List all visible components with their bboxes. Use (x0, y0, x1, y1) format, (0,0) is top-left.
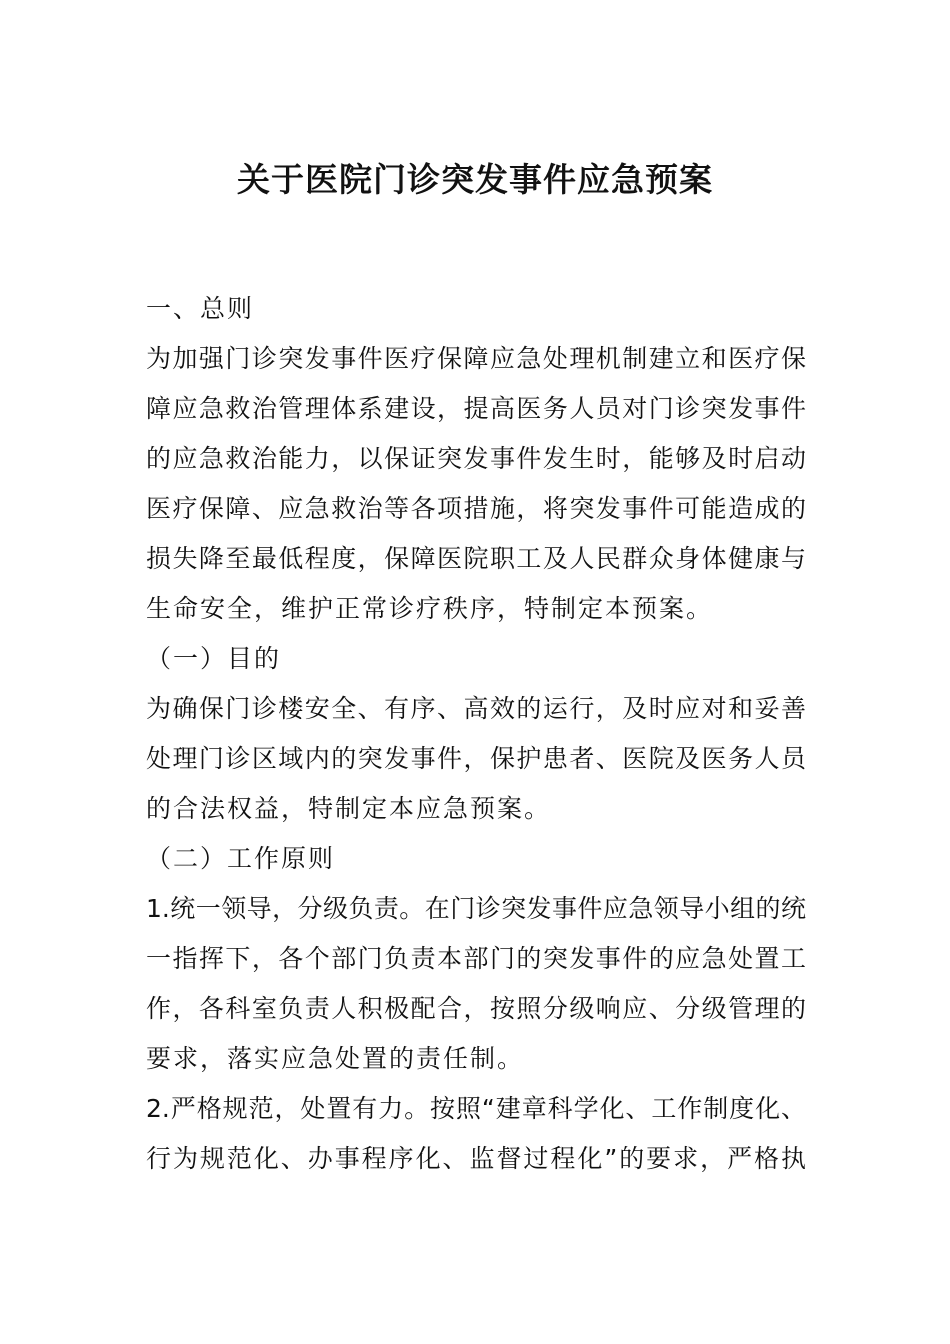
body-line: 处理门诊区域内的突发事件，保护患者、医院及医务人员 (146, 744, 806, 773)
body-line: 一指挥下，各个部门负责本部门的突发事件的应急处置工 (146, 944, 806, 973)
body-line: 生命安全，维护正常诊疗秩序，特制定本预案。 (146, 594, 714, 623)
body-line: （二）工作原则 (146, 844, 336, 873)
body-line: 的应急救治能力，以保证突发事件发生时，能够及时启动 (146, 444, 806, 473)
body-line: （一）目的 (146, 644, 282, 673)
document-title: 关于医院门诊突发事件应急预案 (237, 160, 713, 199)
body-line: 医疗保障、应急救治等各项措施，将突发事件可能造成的 (146, 494, 806, 523)
body-line: 一、总则 (146, 294, 255, 323)
body-line: 2.严格规范，处置有力。按照“建章科学化、工作制度化、 (146, 1094, 806, 1123)
body-line: 障应急救治管理体系建设，提高医务人员对门诊突发事件 (146, 394, 806, 423)
body-line: 为加强门诊突发事件医疗保障应急处理机制建立和医疗保 (146, 344, 806, 373)
document-body (146, 284, 806, 1184)
body-line: 1.统一领导，分级负责。在门诊突发事件应急领导小组的统 (146, 894, 806, 923)
body-line: 作，各科室负责人积极配合，按照分级响应、分级管理的 (146, 994, 806, 1023)
body-line: 行为规范化、办事程序化、监督过程化”的要求，严格执 (146, 1144, 806, 1173)
body-line: 为确保门诊楼安全、有序、高效的运行，及时应对和妥善 (146, 694, 806, 723)
body-line: 的合法权益，特制定本应急预案。 (146, 794, 552, 823)
body-line: 损失降至最低程度，保障医院职工及人民群众身体健康与 (146, 544, 806, 573)
body-line: 要求，落实应急处置的责任制。 (146, 1044, 525, 1073)
